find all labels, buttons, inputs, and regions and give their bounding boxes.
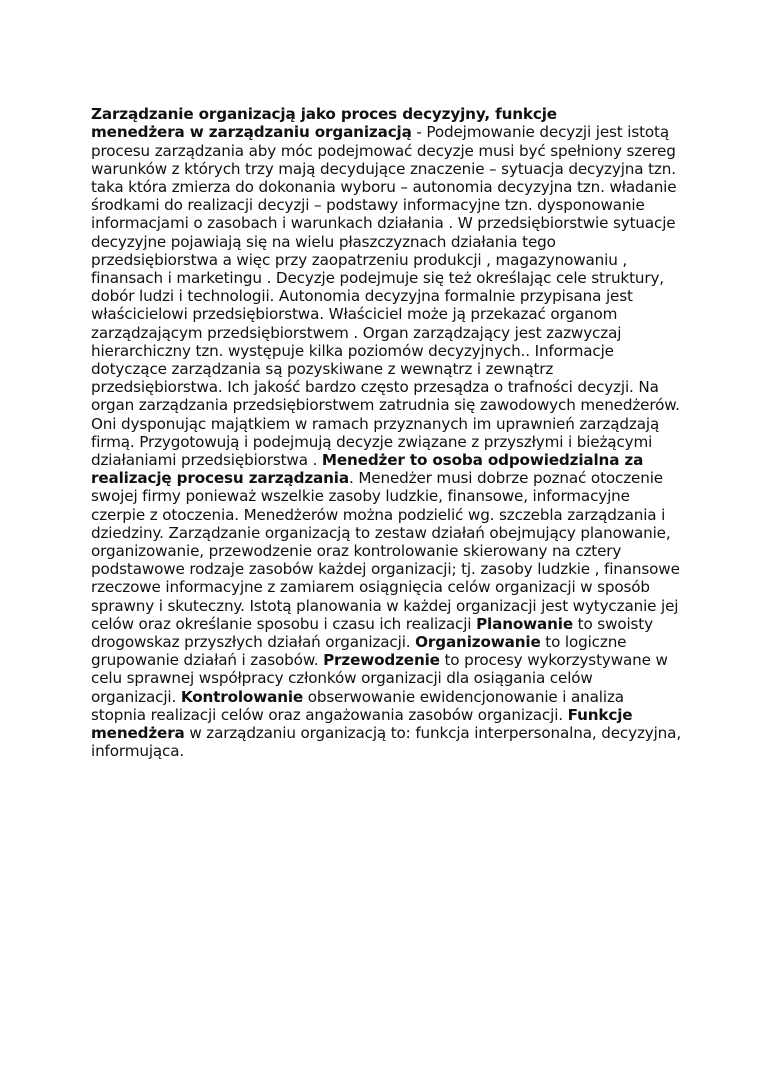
- text-segment-4: to logiczne grupowanie działań i zasobów.: [91, 633, 627, 670]
- bold-organizing: Organizowanie: [415, 633, 541, 652]
- text-segment-5: to procesy wykorzystywane w celu sprawnej współpracy członków organizacji dla osiągania celów organizacji.: [91, 651, 668, 706]
- text-segment-3: to swoisty drogowskaz przyszłych działań organizacji.: [91, 614, 653, 652]
- text-segment-6: obserwowanie ewidencjonowanie i analiza stopnia realizacji celów oraz angażowania zasobów organizacji.: [91, 687, 624, 724]
- bold-leading: Przewodzenie: [323, 651, 440, 670]
- bold-controlling: Kontrolowanie: [180, 687, 304, 706]
- text-segment-1: - Podejmowanie decyzji jest istotą procesu zarządzania aby móc podejmować decyzje musi być spełniony szereg warunków z których trzy mają decydujące znaczenie – sytuacja decyzyjna tzn. taka która zmierza do dokonania wyboru – autonomia decyzyjna tzn. władanie środkami do realizacji decyzji – podstawy informacyjne tzn. dysponowanie informacjami o zasobach i warunkach działania . W przedsiębiorstwie sytuacje decyzyjne pojawiają się na wielu płaszczyznach działania tego przedsiębiorstwa a więc przy zaopatrzeniu produkcji , magazynowaniu , finansach i marketingu . Decyzje podejmuje się też określając cele struktury, dobór ludzi i technologii. Autonomia decyzyjna formalnie przypisana jest właścicielowi przedsiębiorstwa. Właściciel może ją przekazać organom zarządzającym przedsiębiorstwem . Organ zarządzający jest zazwyczaj hierarchiczny tzn. występuje kilka poziomów decyzyjnych.. Informacje dotyczące zarządzania są pozyskiwane z wewnątrz i zewnątrz przedsiębiorstwa. Ich jakość bardzo często przesądza o trafności decyzji. Na organ zarządzania przedsiębiorstwem zatrudnia się zawodowych menedżerów. Oni dysponując majątkiem w ramach przyznanych im uprawnień zarządzają firmą. Przygotowują i podejmują decyzje związane z przyszłymi i bieżącymi działaniami przedsiębiorstwa .: [91, 123, 680, 470]
- bold-planning: Planowanie: [476, 614, 573, 633]
- bold-manager-definition: Menedżer to osoba odpowiedzialna za realizację procesu zarządzania: [91, 451, 644, 488]
- text-segment-7: w zarządzaniu organizacją to: funkcja interpersonalna, decyzyjna, informująca.: [91, 724, 681, 761]
- bold-manager-functions: Funkcje menedżera: [91, 705, 633, 743]
- body-paragraph: [91, 105, 681, 760]
- text-segment-2: . Menedżer musi dobrze poznać otoczenie swojej firmy ponieważ wszelkie zasoby ludzkie, finansowe, informacyjne czerpie z otoczenia. Menedżerów można podzielić wg. szczebla zarządzania i dziedziny. Zarządzanie organizacją to zestaw działań obejmujący planowanie, organizowanie, przewodzenie oraz kontrolowanie skierowany na cztery podstawowe rodzaje zasobów każdej organizacji; tj. zasoby ludzkie , finansowe rzeczowe informacyjne z zamiarem osiągnięcia celów organizacji w sposób sprawny i skuteczny. Istotą planowania w każdej organizacji jest wytyczanie jej celów oraz określanie sposobu i czasu ich realizacji: [91, 469, 680, 633]
- title-line-1: Zarządzanie organizacją jako proces decyzyjny, funkcje: [91, 105, 557, 124]
- title-line-2: menedżera w zarządzaniu organizacją: [91, 123, 412, 142]
